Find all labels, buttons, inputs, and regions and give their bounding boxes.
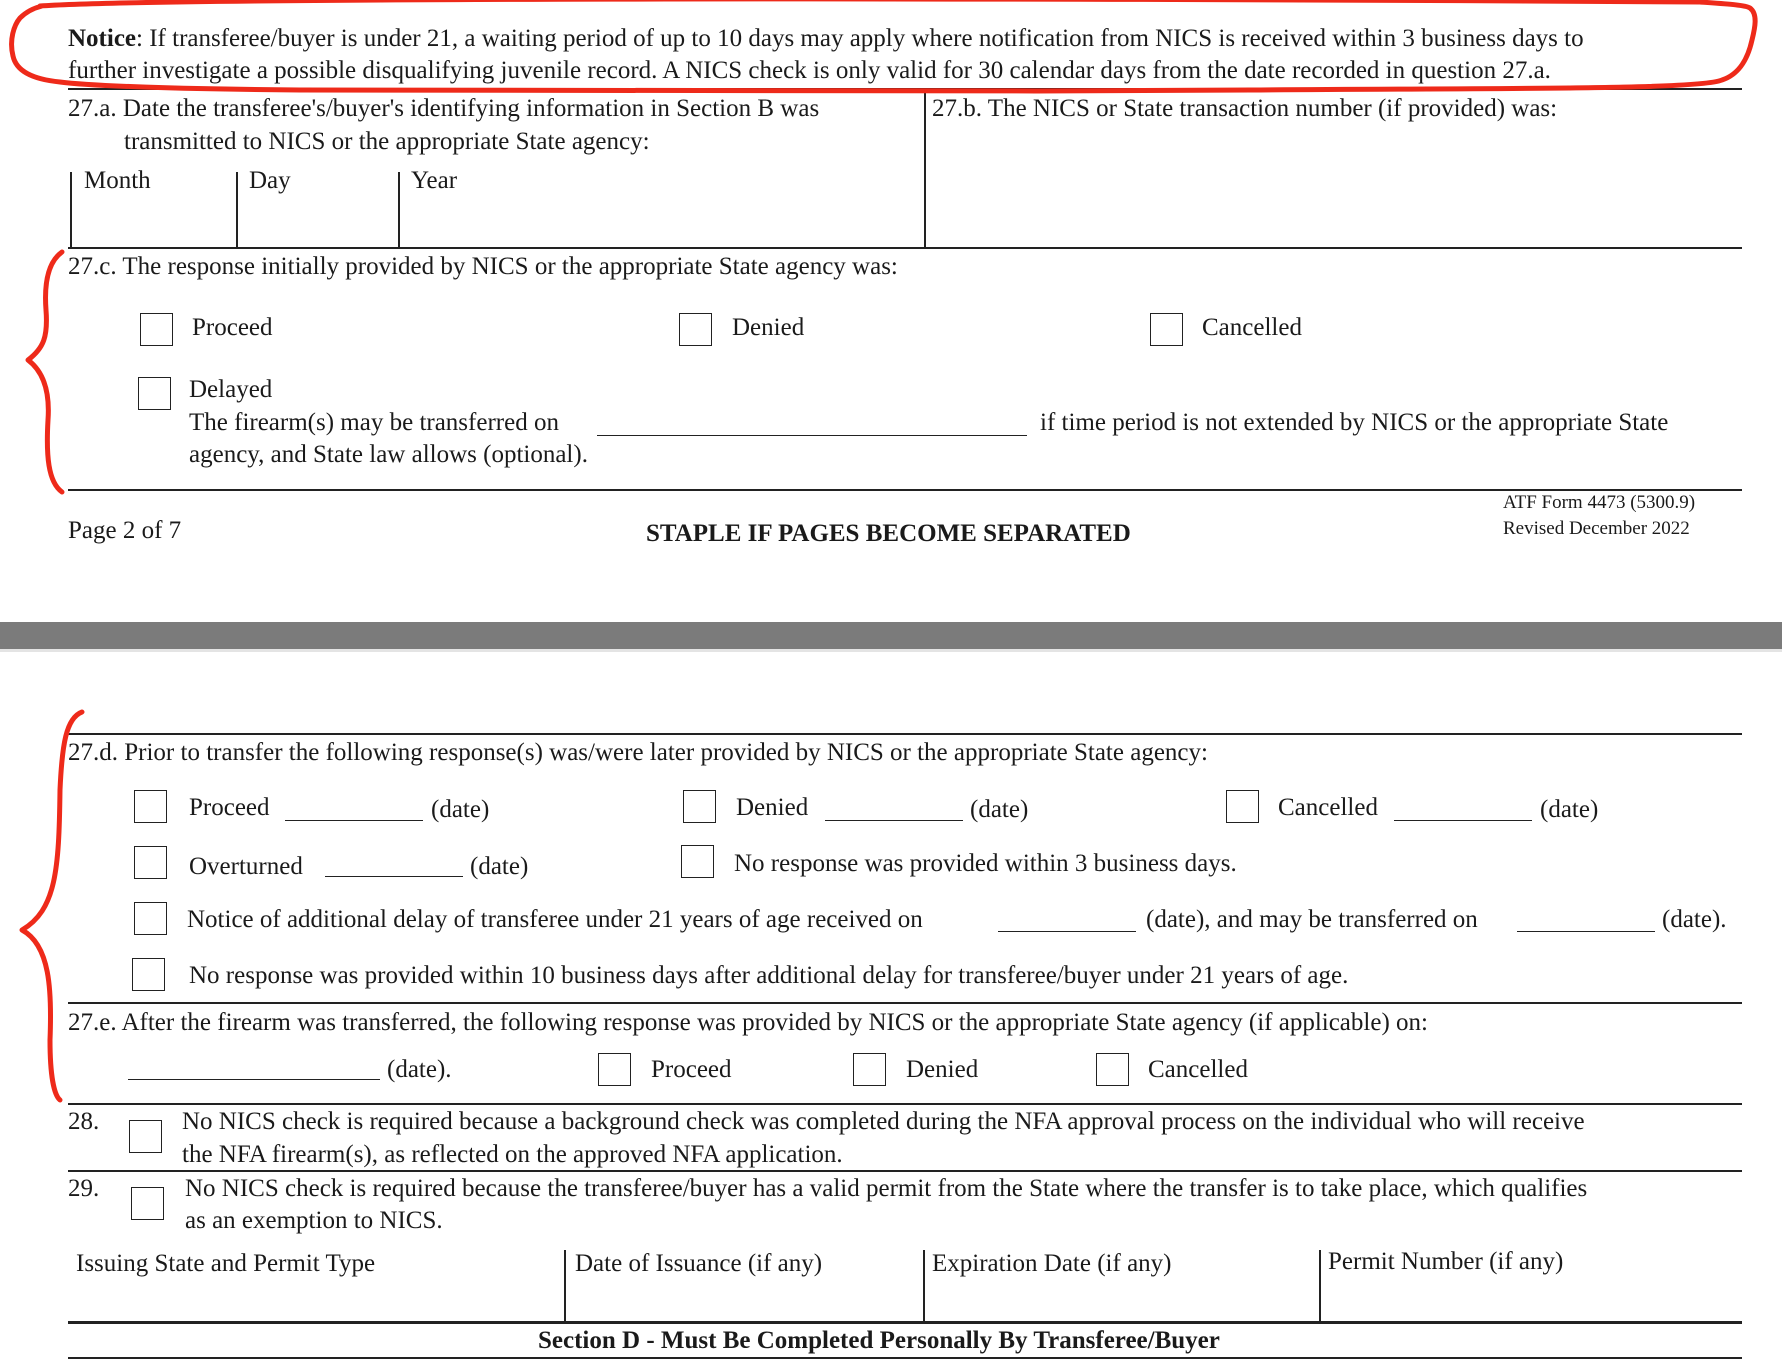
- delayed-text-b: if time period is not extended by NICS or the appropriate State: [1040, 409, 1669, 436]
- 27e-date-label: (date).: [387, 1056, 452, 1083]
- col-issuing-state: Issuing State and Permit Type: [76, 1250, 376, 1277]
- q29-line1: No NICS check is required because the transferee/buyer has a valid permit from the State where the transfer is to take place, which qualifies: [185, 1175, 1588, 1202]
- notice-text: [68, 24, 1584, 54]
- q29-number: 29.: [68, 1175, 100, 1202]
- 27d-additional-delay-c: (date).: [1662, 906, 1727, 933]
- rule-year-left: [398, 172, 400, 248]
- q27b-label: 27.b. The NICS or State transaction number (if provided) was:: [932, 95, 1558, 122]
- rule-section-d-bottom: [68, 1357, 1742, 1359]
- opt-27e-denied: Denied: [906, 1056, 979, 1083]
- 27d-additional-delay-b: (date), and may be transferred on: [1146, 906, 1478, 933]
- opt-27c-delayed: Delayed: [189, 376, 273, 403]
- q27a-line1: 27.a. Date the transferee's/buyer's identifying information in Section B was: [68, 95, 820, 122]
- year-label: Year: [411, 167, 458, 194]
- 27d-denied-date-field[interactable]: [825, 820, 963, 821]
- opt-27c-denied: Denied: [732, 314, 805, 341]
- 27d-no-response-10: No response was provided within 10 business days after additional delay for transferee/buyer under 21 years of age.: [189, 962, 1349, 989]
- rule-27d-bottom: [68, 1002, 1742, 1004]
- 27d-proceed-date-label: (date): [431, 796, 490, 823]
- q27a-line2: transmitted to NICS or the appropriate State agency:: [124, 128, 650, 155]
- q29-line2: as an exemption to NICS.: [185, 1207, 443, 1234]
- rule-day-left: [236, 172, 238, 248]
- rule-col-permit-left: [1319, 1250, 1321, 1322]
- opt-27d-denied: Denied: [736, 794, 809, 821]
- 27d-overturned-date-label: (date): [470, 853, 529, 880]
- checkbox-27d-proceed[interactable]: [134, 790, 167, 823]
- checkbox-27d-denied[interactable]: [683, 790, 716, 823]
- checkbox-27c-denied[interactable]: [679, 313, 712, 346]
- checkbox-q29[interactable]: [131, 1187, 164, 1220]
- checkbox-27e-denied[interactable]: [853, 1053, 886, 1086]
- checkbox-27e-cancelled[interactable]: [1096, 1053, 1129, 1086]
- 27d-denied-date-label: (date): [970, 796, 1029, 823]
- notice-line2: further investigate a possible disqualifying juvenile record. A NICS check is only valid for 30 calendar days from the date recorded in question 27.a.: [68, 57, 1551, 84]
- checkbox-27d-overturned[interactable]: [134, 846, 167, 879]
- q27e-label: 27.e. After the firearm was transferred, the following response was provided by NICS or the appropriate State agency (if applicable) on:: [68, 1009, 1428, 1036]
- q27d-label: 27.d. Prior to transfer the following response(s) was/were later provided by NICS or the appropriate State agency:: [68, 739, 1208, 766]
- checkbox-27d-no-response-3[interactable]: [681, 845, 714, 878]
- checkbox-27d-additional-delay[interactable]: [134, 902, 167, 935]
- 27d-cancelled-date-label: (date): [1540, 796, 1599, 823]
- checkbox-27e-proceed[interactable]: [598, 1053, 631, 1086]
- rule-month-left: [70, 172, 72, 248]
- red-brace-27d-27e: [22, 712, 82, 1100]
- rule-col-issuance-left: [564, 1250, 566, 1322]
- checkbox-q28[interactable]: [129, 1120, 162, 1153]
- day-label: Day: [249, 167, 291, 194]
- 27d-additional-delay-a: Notice of additional delay of transferee under 21 years of age received on: [187, 906, 923, 933]
- red-brace-27c: [28, 252, 62, 492]
- rule-28-bottom: [68, 1170, 1742, 1172]
- checkbox-27d-no-response-10[interactable]: [132, 958, 165, 991]
- 27e-date-field[interactable]: [128, 1079, 380, 1080]
- rule-27c-bottom: [68, 489, 1742, 491]
- 27d-overturned-date-field[interactable]: [325, 876, 463, 877]
- section-d-heading: Section D - Must Be Completed Personally By Transferee/Buyer: [538, 1327, 1220, 1354]
- page-number: Page 2 of 7: [68, 517, 182, 544]
- rule-27a-bottom: [68, 247, 1742, 249]
- notice-line1: : If transferee/buyer is under 21, a waiting period of up to 10 days may apply where notification from NICS is received within 3 business days to: [136, 25, 1584, 52]
- staple-notice: STAPLE IF PAGES BECOME SEPARATED: [646, 520, 1131, 547]
- rule-27d-top: [68, 733, 1742, 735]
- month-label: Month: [84, 167, 151, 194]
- rule-27a-27b-divider: [924, 88, 926, 248]
- rule-col-expiration-left: [923, 1250, 925, 1322]
- checkbox-27c-proceed[interactable]: [140, 313, 173, 346]
- col-permit-number: Permit Number (if any): [1328, 1248, 1564, 1275]
- 27d-delay-received-date-field[interactable]: [998, 931, 1136, 932]
- opt-27c-cancelled: Cancelled: [1202, 314, 1302, 341]
- 27d-no-response-3: No response was provided within 3 business days.: [734, 850, 1237, 877]
- opt-27d-cancelled: Cancelled: [1278, 794, 1378, 821]
- col-date-issuance: Date of Issuance (if any): [575, 1250, 823, 1277]
- 27d-proceed-date-field[interactable]: [285, 820, 423, 821]
- delayed-text-c: agency, and State law allows (optional).: [189, 441, 588, 468]
- q28-number: 28.: [68, 1108, 100, 1135]
- checkbox-27c-delayed[interactable]: [138, 377, 171, 410]
- opt-27d-overturned: Overturned: [189, 853, 303, 880]
- opt-27c-proceed: Proceed: [192, 314, 273, 341]
- rule-notice-bottom: [68, 88, 1742, 90]
- rule-27e-bottom: [68, 1103, 1742, 1105]
- page-divider: [0, 622, 1782, 649]
- delayed-transfer-date-field[interactable]: [597, 435, 1027, 436]
- q27c-label: 27.c. The response initially provided by NICS or the appropriate State agency was:: [68, 253, 898, 280]
- q28-line1: No NICS check is required because a background check was completed during the NFA approval process on the individual who will receive: [182, 1108, 1585, 1135]
- q28-line2: the NFA firearm(s), as reflected on the approved NFA application.: [182, 1141, 843, 1168]
- notice-label: Notice: [68, 25, 137, 52]
- revised-date: Revised December 2022: [1503, 518, 1690, 539]
- checkbox-27d-cancelled[interactable]: [1226, 790, 1259, 823]
- 27d-delay-transfer-date-field[interactable]: [1517, 931, 1655, 932]
- opt-27d-proceed: Proceed: [189, 794, 270, 821]
- opt-27e-proceed: Proceed: [651, 1056, 732, 1083]
- checkbox-27c-cancelled[interactable]: [1150, 313, 1183, 346]
- opt-27e-cancelled: Cancelled: [1148, 1056, 1248, 1083]
- rule-section-d-top: [68, 1321, 1742, 1324]
- col-expiration-date: Expiration Date (if any): [932, 1250, 1172, 1277]
- form-id: ATF Form 4473 (5300.9): [1503, 492, 1696, 513]
- 27d-cancelled-date-field[interactable]: [1394, 820, 1532, 821]
- delayed-text-a: The firearm(s) may be transferred on: [189, 409, 559, 436]
- page-divider-edge: [0, 649, 1782, 652]
